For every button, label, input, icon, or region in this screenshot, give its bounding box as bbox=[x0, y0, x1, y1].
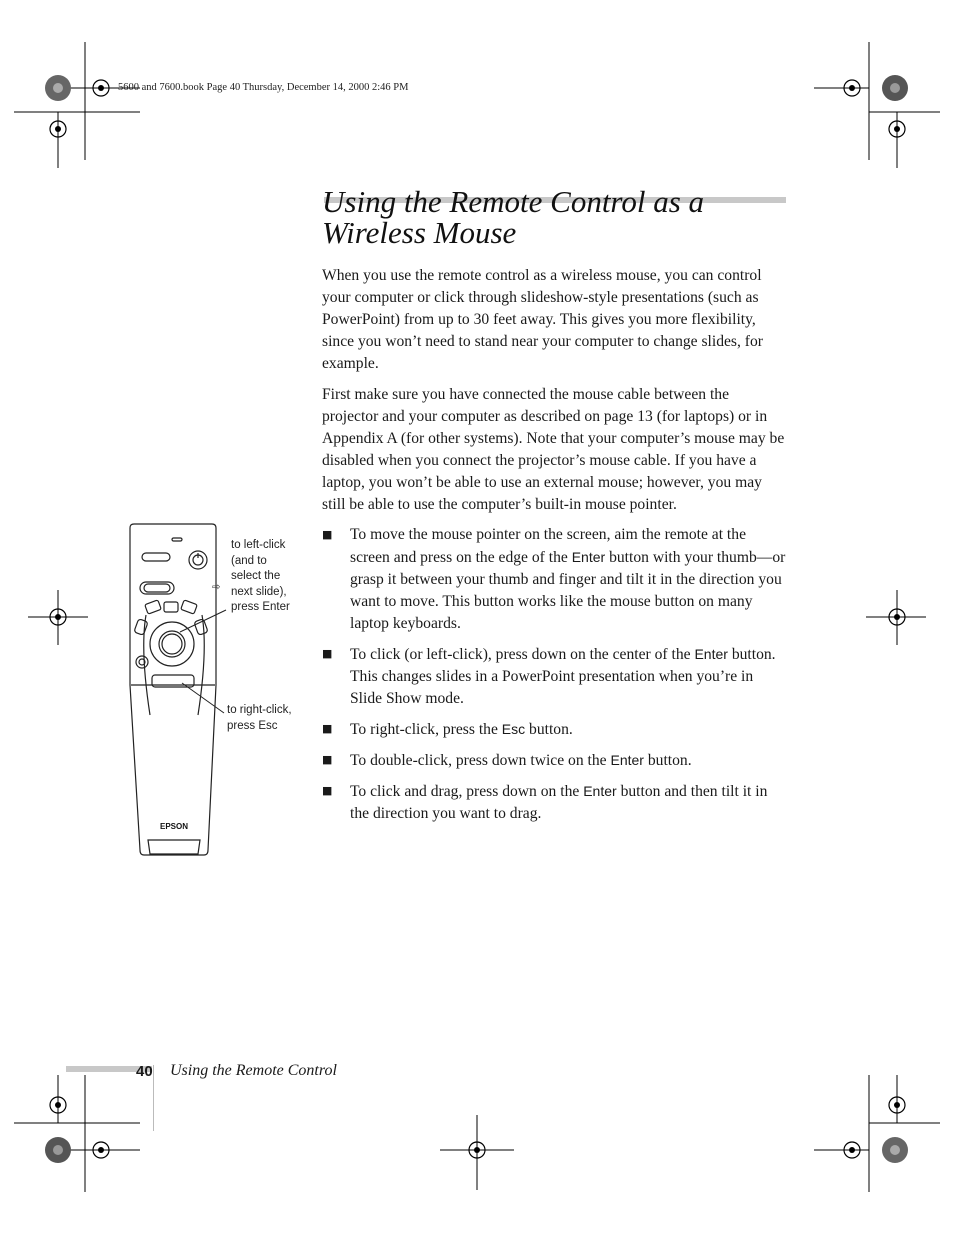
bullet-icon: ■ bbox=[322, 784, 333, 797]
page-title: Using the Remote Control as a Wireless Mouse bbox=[322, 184, 705, 250]
key-name: Enter bbox=[694, 646, 728, 662]
bullet-icon: ■ bbox=[322, 722, 333, 735]
footer-divider bbox=[153, 1065, 154, 1131]
bullet-icon: ■ bbox=[322, 753, 333, 766]
footer-section-title: Using the Remote Control bbox=[170, 1062, 337, 1079]
bullet-icon: ■ bbox=[322, 528, 333, 541]
callout-left-click: to left-click (and to select the next slide), press Enter bbox=[231, 539, 290, 613]
paragraph-intro: When you use the remote control as a wireless mouse, you can control your computer or click through slideshow-style presentations (such as PowerPoint) from up to 30 feet away. This gives you more flexibility, since you won’t need to stand near your computer to change slides, for example. bbox=[322, 267, 763, 372]
brand-logo: EPSON bbox=[159, 822, 189, 831]
paragraph-setup: First make sure you have connected the mouse cable between the projector and your computer as described on page 13 (for laptops) or in Appendix A (for other systems). Note that your computer’s mouse may be disabled when you connect the projector’s mouse cable. If you have a laptop, you won’t be able to use an external mouse; however, you may still be able to use the computer’s built-in mouse pointer. bbox=[322, 386, 785, 513]
print-header: 5600 and 7600.book Page 40 Thursday, December 14, 2000 2:46 PM bbox=[118, 82, 409, 93]
callout-right-click: to right-click, press Esc bbox=[227, 704, 292, 732]
remote-control-illustration bbox=[120, 520, 230, 860]
bullet-icon: ■ bbox=[322, 647, 333, 660]
key-name: Esc bbox=[501, 721, 526, 737]
svg-text:⇨: ⇨ bbox=[212, 582, 221, 593]
page-number: 40 bbox=[136, 1063, 153, 1080]
key-name: Enter bbox=[610, 752, 644, 768]
key-name: Enter bbox=[571, 549, 606, 565]
key-name: Enter bbox=[583, 783, 617, 799]
